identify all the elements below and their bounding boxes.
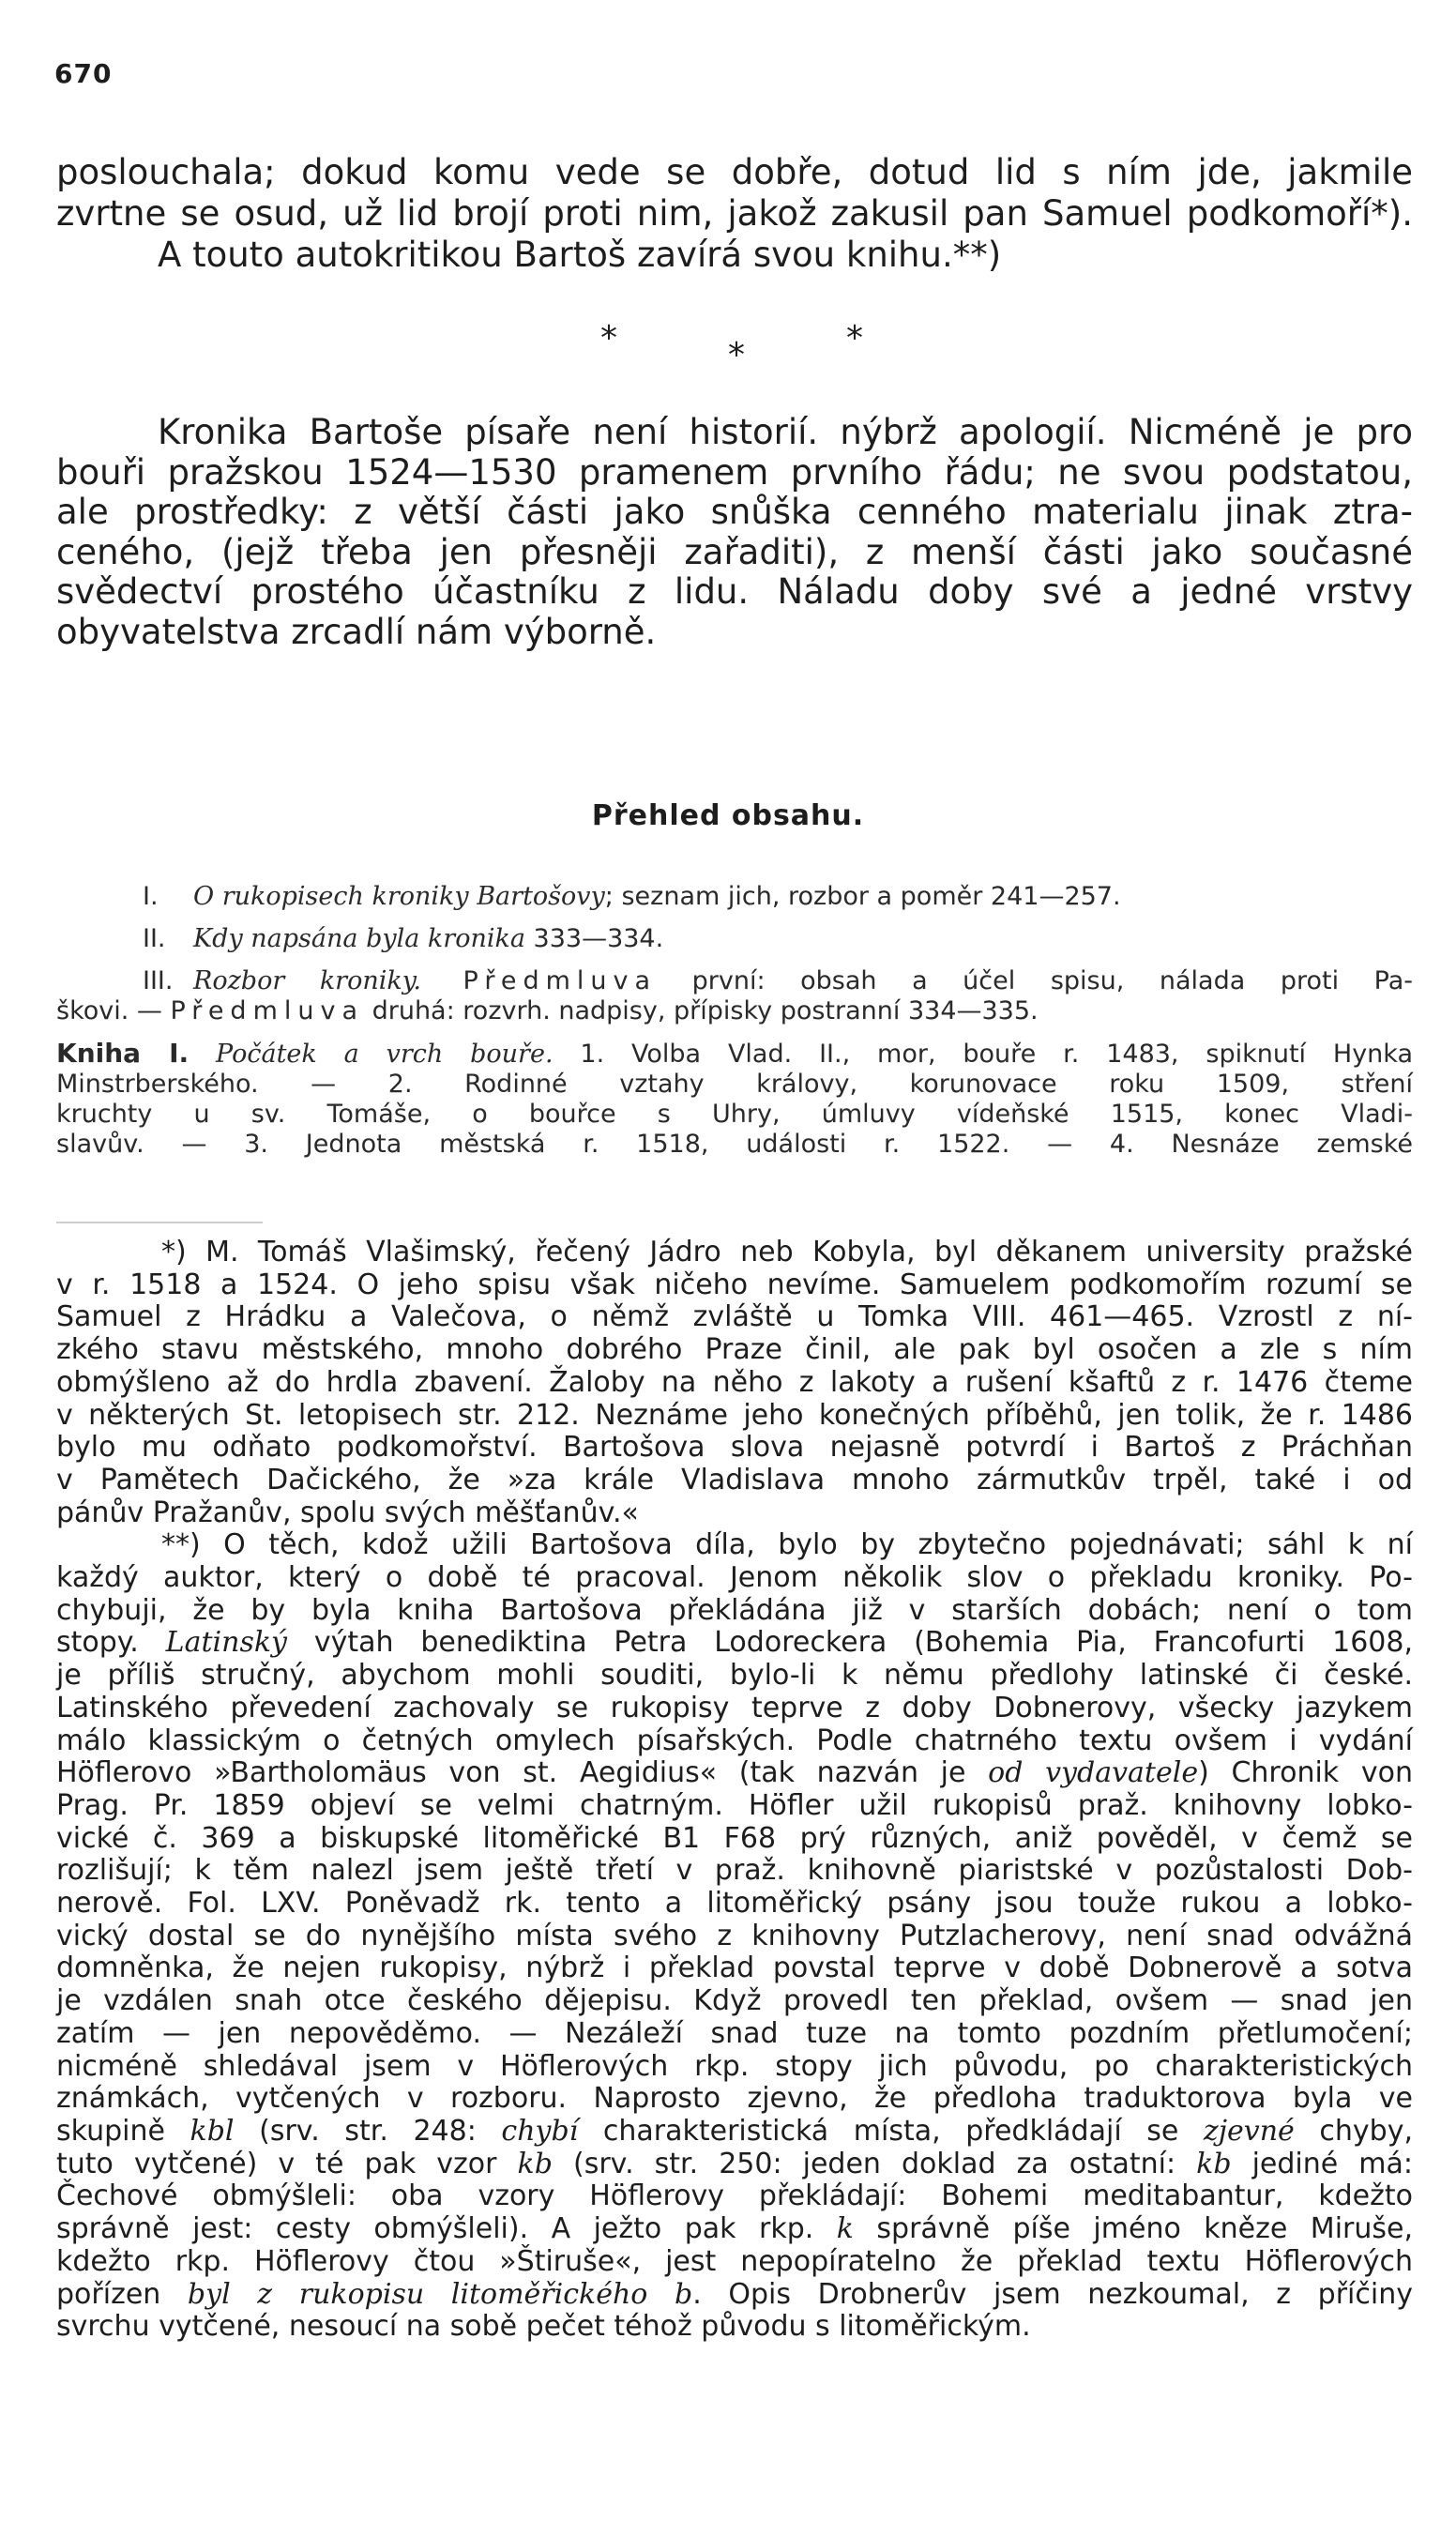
toc-text: první: obsah a účel spisu, nálada proti Pa- [657,966,1413,995]
footnote-line: *) M. Tomáš Vlašimský, řečený Jádro neb Kobyla, byl děkanem university pražské [161,1236,1413,1268]
footnote-line: skupině kbl (srv. str. 248: chybí charakteristická místa, předkládají se zjevné chyby, [56,2114,1413,2148]
toc-title: O rukopisech kroniky Bartošovy [193,882,605,911]
page-number: 670 [54,58,113,89]
text-line: ale prostředky: z větší části jako snůška cenného materialu jinak ztra- [56,492,1413,532]
toc-title: Kdy napsána byla kronika [193,924,525,953]
footnote-line: správně jest: cesty obmýšleli). A ježto pak rkp. k správně píše jméno kněze Miruše, [56,2212,1413,2246]
footnote-line: Höflerovo »Bartholomäus von st. Aegidius« (tak nazván je od vydavatele) Chronik von [56,1756,1413,1790]
toc-spaced-word: Předmluva [170,996,365,1025]
footnote-line: zkého stavu městského, mnoho dobrého Praze činil, ale pak byl osočen a zle s ním [56,1333,1413,1367]
toc-text: kruchty u sv. Tomáše, o bouřce s Uhry, úmluvy vídeňské 1515, konec Vladi- [56,1100,1413,1129]
footnote-line: stopy. Latinský výtah benediktina Petra Lodoreckera (Bohemia Pia, Francofurti 1608, [56,1626,1413,1660]
toc-number: I. [143,882,159,911]
footnote-line: vické č. 369 a biskupské litoměřické B1 F68 prý různých, aniž pověděl, v čemž se [56,1821,1413,1855]
text-line: poslouchala; dokud komu vede se dobře, dotud lid s ním jde, jakmile [56,152,1413,192]
footnote-line: Latinského převedení zachovaly se rukopisy teprve z doby Dobnerovy, všecky jazykem [56,1691,1413,1724]
asterisk: * [728,336,745,374]
footnote-line: chybuji, že by byla kniha Bartošova překládána již v starších dobách; není o tom [56,1593,1413,1627]
book-label: Kniha I. [56,1038,190,1069]
toc-text: škovi. — [56,996,171,1025]
toc-number: III. [143,966,174,995]
footnote-line: pánův Pražanův, spolu svých měšťanův.« [56,1496,639,1529]
footnote-line: v Pamětech Dačického, že »za krále Vladislava mnoho zármutkův trpěl, také i od [56,1463,1413,1496]
toc-text: 1. Volba Vlad. II., mor, bouře r. 1483, spiknutí Hynka [553,1040,1413,1069]
contents-heading: Přehled obsahu. [591,799,865,832]
section-asterism [600,319,882,375]
footnote-line: pořízen byl z rukopisu litoměřického b. Opis Drobnerův jsem nezkoumal, z příčiny [56,2277,1413,2311]
table-of-contents [56,882,1413,1172]
text-line: obyvatelstva zrcadlí nám výborně. [56,611,657,652]
toc-number: II. [143,924,166,953]
footnote-line: bylo mu odňato podkomořství. Bartošova slova nejasně potvrdí i Bartoš z Práchňan [56,1431,1413,1465]
footnote-line: nerově. Fol. LXV. Poněvadž rk. tento a litoměřický psány jsou touže rukou a lobko- [56,1887,1413,1921]
footnote-line: vický dostal se do nynějšího místa svého z knihovny Putzlacherovy, není snad odvážná [56,1919,1413,1952]
footnote-line: svrchu vytčené, nesoucí na sobě pečet téhož původu s litoměřickým. [56,2310,1031,2344]
body-paragraph-2 [56,413,1413,652]
footnote-line: tuto vytčené) v té pak vzor kb (srv. str. 250: jeden doklad za ostatní: kb jediné má: [56,2147,1413,2180]
footnote-line: rozlišují; k těm nalezl jsem ještě třetí v praž. knihovně piaristské v pozůstalosti Dob- [56,1854,1413,1888]
footnote-line: obmýšleno až do hrdla zbavení. Žaloby na něho z lakoty a rušení kšaftů z r. 1476 čteme [56,1365,1413,1399]
toc-text: ; seznam jich, rozbor a poměr 241—257. [604,882,1121,911]
toc-entry-iii [56,966,1413,1026]
toc-title: Rozbor kroniky. [193,966,421,995]
footnotes [56,1237,1413,2344]
toc-spaced-word: Předmluva [420,966,658,995]
toc-entry-i [56,882,1413,912]
toc-text: slavův. — 3. Jednota městská r. 1518, události r. 1522. — 4. Nesnáze zemské [56,1130,1413,1159]
footnote-separator [56,1222,263,1223]
toc-text: 333—334. [524,924,664,953]
footnote-line: Prag. Pr. 1859 objeví se velmi chatrným. Höfler užil rukopisů praž. knihovny lobko- [56,1788,1413,1822]
asterisk: * [600,319,617,357]
text-line: ceného, (jejž třeba jen přesněji zařaditi), z menší části jako současné [56,531,1413,572]
footnote-line: domněnka, že nejen rukopisy, nýbrž i překlad povstal teprve v době Dobnerově a sotva [56,1951,1413,1985]
asterisk: * [846,319,863,357]
footnote-line: kdežto rkp. Höflerovy čtou »Štiruše«, jest nepopíratelno že překlad textu Höflerových [56,2244,1413,2278]
footnote-line: je příliš stručný, abychom mohli souditi, bylo-li k němu předlohy latinské či české. [56,1659,1413,1693]
body-paragraph-1 [56,152,1413,276]
footnote-line: Čechové obmýšleli: oba vzory Höflerovy překládají: Bohemi meditabantur, kdežto [56,2179,1413,2213]
toc-entry-kniha [56,1039,1413,1160]
footnote-line: nicméně shledával jsem v Höflerových rkp. stopy jich původu, po charakteristických [56,2049,1413,2083]
text-line: Kronika Bartoše písaře není historií. nýbrž apologií. Nicméně je pro [158,412,1413,452]
text-line: bouři pražskou 1524—1530 pramenem prvního řádu; ne svou podstatou, [56,451,1413,493]
footnote-line: **) O těch, kdož užili Bartošova díla, bylo by zbytečno pojednávati; sáhl k ní [161,1528,1413,1562]
footnote-line: je vzdálen snah otce českého dějepisu. Když provedl ten překlad, ovšem — snad jen [56,1984,1413,2018]
footnote-line: v r. 1518 a 1524. O jeho spisu však ničeho nevíme. Samuelem podkomořím rozumí se [56,1268,1413,1301]
toc-title: Počátek a vrch bouře. [216,1040,554,1069]
toc-text: druhá: rozvrh. nadpisy, přípisky postranní 334—335. [364,996,1039,1025]
toc-text: Minstrberského. — 2. Rodinné vztahy královy, korunovace roku 1509, stření [56,1070,1413,1099]
text-line: svědectví prostého účastníku z lidu. Náladu doby své a jedné vrstvy [56,571,1413,612]
footnote-line: každý auktor, který o době té pracoval. Jenom několik slov o překladu kroniky. Po- [56,1561,1413,1595]
text-line: A touto autokritikou Bartoš zavírá svou knihu.**) [158,235,1002,275]
footnote-line: Samuel z Hrádku a Valečova, o němž zvláště u Tomka VIII. 461—465. Vzrostl z ní- [56,1300,1413,1334]
footnote-line: v některých St. letopisech str. 212. Neznáme jeho konečných příběhů, jen tolik, že r. 1486 [56,1398,1413,1432]
footnote-line: známkách, vytčených v rozboru. Naprosto zjevno, že předloha traduktorova byla ve [56,2082,1413,2116]
footnote-line: málo klassickým o četných omylech písařských. Podle chatrného textu ovšem i vydání [56,1724,1413,1757]
footnote-line: zatím — jen nepověděmo. — Nezáleží snad tuze na tomto pozdním přetlumočení; [56,2016,1413,2050]
toc-entry-ii [56,924,1413,954]
text-line: zvrtne se osud, už lid brojí proti nim, jakož zakusil pan Samuel podkomoří*). [56,193,1413,234]
